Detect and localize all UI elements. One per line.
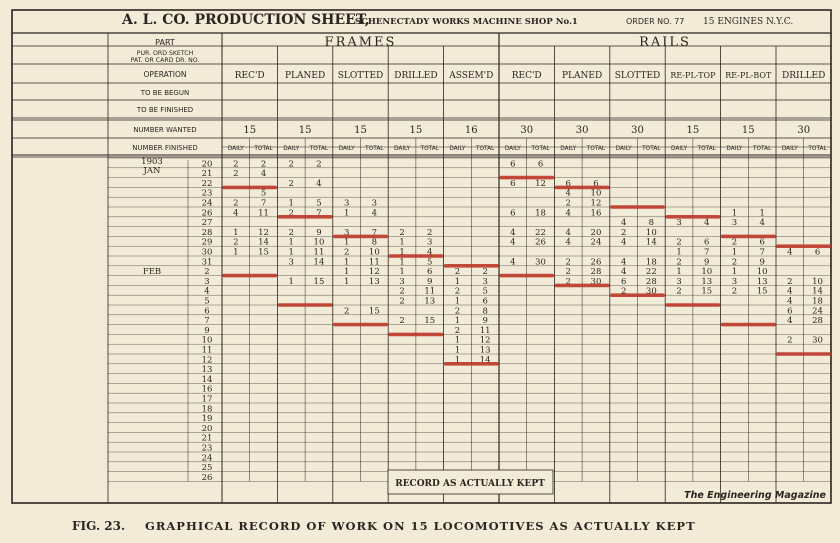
company-title: A. L. CO. PRODUCTION SHEET, [122, 12, 370, 28]
total-count: 20 [590, 227, 602, 238]
row-label: NUMBER FINISHED [132, 144, 198, 152]
total-header: TOTAL [309, 146, 329, 152]
daily-header: DAILY [560, 146, 577, 152]
row-label: OPERATION [143, 70, 187, 79]
daily-count: 4 [620, 218, 627, 229]
total-count: 30 [812, 335, 823, 346]
daily-count: 2 [233, 169, 239, 180]
order-detail: 15 ENGINES N.Y.C. [703, 17, 794, 27]
daily-header: DAILY [283, 146, 300, 152]
date-number: 17 [201, 394, 213, 405]
daily-count: 2 [288, 227, 294, 238]
total-count: 16 [590, 208, 602, 219]
operation-label: RE-PL-BOT [725, 71, 772, 80]
daily-count: 3 [676, 276, 682, 287]
daily-header: DAILY [726, 146, 743, 152]
operation-label: ASSEM'D [449, 71, 494, 81]
total-count: 22 [535, 227, 546, 238]
daily-header: DAILY [338, 146, 355, 152]
number-wanted: 15 [741, 125, 755, 136]
daily-count: 2 [399, 296, 405, 307]
number-wanted: 30 [520, 125, 534, 136]
daily-count: 1 [454, 355, 461, 366]
daily-count: 1 [454, 276, 461, 287]
date-number: 3 [204, 276, 210, 287]
total-header: TOTAL [586, 146, 606, 152]
total-count: 13 [756, 276, 768, 287]
date-number: 6 [204, 306, 210, 317]
daily-count: 2 [399, 286, 405, 297]
date-number: 22 [201, 178, 213, 189]
daily-count: 1 [731, 208, 738, 219]
daily-count: 1 [343, 276, 350, 287]
daily-header: DAILY [449, 146, 466, 152]
year-label: 1903 [141, 157, 163, 167]
total-count: 13 [424, 296, 436, 307]
total-count: 11 [313, 247, 325, 258]
daily-count: 1 [288, 198, 294, 209]
total-count: 7 [759, 247, 765, 258]
row-label: PART [155, 38, 175, 47]
month-label: FEB [142, 267, 162, 278]
total-count: 4 [704, 218, 710, 229]
total-count: 4 [260, 169, 267, 180]
daily-count: 2 [454, 286, 461, 297]
daily-count: 2 [454, 267, 461, 278]
daily-count: 6 [620, 276, 627, 287]
daily-count: 1 [399, 237, 405, 248]
total-count: 1 [759, 208, 765, 219]
daily-count: 2 [565, 257, 571, 268]
total-count: 14 [812, 286, 823, 297]
total-count: 30 [590, 276, 602, 287]
date-number: 24 [201, 198, 213, 209]
daily-count: 4 [510, 237, 516, 248]
total-count: 26 [535, 237, 546, 248]
daily-count: 3 [288, 257, 294, 268]
daily-count: 1 [454, 345, 461, 356]
caption-text: GRAPHICAL RECORD OF WORK ON 15 LOCOMOTIVES AS ACTUALLY KEPT [145, 519, 696, 533]
daily-count: 3 [343, 198, 350, 209]
total-count: 6 [593, 178, 599, 189]
daily-header: DAILY [504, 146, 521, 152]
daily-count: 1 [288, 247, 294, 258]
daily-count: 2 [399, 316, 405, 327]
daily-count: 2 [787, 276, 793, 287]
daily-count: 1 [454, 335, 461, 346]
operation-label: REC'D [511, 71, 542, 81]
total-count: 12 [368, 267, 380, 278]
daily-count: 3 [399, 276, 405, 287]
total-count: 4 [427, 247, 433, 258]
date-number: 16 [201, 384, 213, 395]
row-label: TO BE FINISHED [136, 106, 194, 114]
total-count: 5 [260, 188, 267, 199]
daily-count: 4 [787, 296, 793, 307]
total-count: 11 [479, 325, 491, 336]
daily-count: 2 [787, 335, 793, 346]
total-count: 10 [313, 237, 325, 248]
daily-count: 1 [399, 267, 405, 278]
date-number: 26 [201, 472, 213, 483]
total-count: 3 [482, 276, 488, 287]
total-count: 10 [756, 267, 768, 278]
daily-count: 1 [233, 247, 239, 258]
total-header: TOTAL [254, 146, 273, 152]
date-number: 4 [204, 286, 210, 297]
total-count: 6 [482, 296, 488, 307]
row-label: TO BE BEGUN [140, 89, 190, 97]
operation-label: RE-PL-TOP [670, 71, 716, 80]
total-count: 28 [590, 267, 602, 278]
total-count: 30 [535, 257, 546, 268]
number-wanted: 30 [631, 125, 644, 136]
date-number: 20 [201, 423, 213, 434]
daily-count: 2 [343, 247, 350, 258]
date-number: 28 [201, 227, 213, 238]
total-count: 26 [590, 257, 602, 268]
daily-count: 2 [288, 208, 294, 219]
total-count: 14 [645, 237, 657, 248]
daily-count: 4 [787, 247, 793, 258]
total-count: 7 [260, 198, 267, 209]
date-number: 26 [201, 208, 213, 219]
total-count: 9 [704, 257, 710, 268]
number-wanted: 16 [464, 125, 478, 136]
source-credit: The Engineering Magazine [684, 490, 826, 501]
operation-label: PLANED [284, 71, 326, 81]
total-count: 8 [371, 237, 378, 248]
total-count: 11 [258, 208, 269, 219]
date-number: 12 [201, 355, 213, 366]
total-header: TOTAL [697, 146, 716, 152]
daily-count: 1 [731, 247, 738, 258]
row-label: NUMBER WANTED [133, 126, 197, 134]
date-number: 11 [201, 345, 213, 356]
date-number: 23 [201, 443, 213, 454]
daily-count: 2 [454, 306, 461, 317]
daily-count: 3 [731, 218, 738, 229]
total-count: 15 [424, 316, 436, 327]
operation-label: DRILLED [394, 71, 438, 81]
total-count: 9 [759, 257, 765, 268]
daily-count: 4 [565, 237, 571, 248]
total-count: 28 [645, 276, 657, 287]
total-count: 7 [316, 208, 322, 219]
total-count: 12 [535, 178, 546, 189]
total-count: 18 [535, 208, 546, 219]
daily-count: 1 [343, 267, 350, 278]
total-count: 10 [812, 276, 823, 287]
caption-fig: FIG. 23. [72, 519, 126, 533]
total-count: 10 [645, 227, 657, 238]
daily-count: 1 [288, 276, 294, 287]
total-count: 10 [590, 188, 602, 199]
daily-count: 1 [343, 237, 350, 248]
total-header: TOTAL [475, 146, 495, 152]
daily-count: 1 [288, 237, 294, 248]
total-count: 5 [316, 198, 322, 209]
daily-count: 4 [565, 208, 571, 219]
date-number: 7 [204, 316, 210, 327]
date-number: 25 [201, 463, 213, 474]
total-count: 14 [313, 257, 325, 268]
row-label: PUR. ORD SKETCH [136, 50, 194, 57]
daily-count: 1 [343, 208, 350, 219]
daily-count: 4 [620, 237, 627, 248]
daily-header: DAILY [227, 146, 244, 152]
daily-count: 4 [620, 267, 627, 278]
total-count: 22 [645, 267, 657, 278]
daily-count: 2 [565, 198, 571, 209]
figure-caption [72, 519, 696, 533]
daily-count: 4 [787, 286, 793, 297]
daily-count: 1 [399, 257, 405, 268]
operation-label: DRILLED [782, 71, 826, 81]
daily-count: 2 [399, 227, 405, 238]
daily-count: 2 [288, 159, 294, 170]
daily-count: 2 [676, 286, 682, 297]
total-count: 18 [645, 257, 657, 268]
date-number: 19 [201, 414, 213, 425]
daily-count: 2 [620, 286, 627, 297]
total-count: 15 [701, 286, 713, 297]
total-count: 15 [258, 247, 269, 258]
daily-header: DAILY [394, 146, 411, 152]
group-header: RAILS [639, 35, 691, 50]
total-count: 3 [427, 237, 433, 248]
daily-count: 1 [454, 296, 461, 307]
daily-count: 6 [510, 178, 516, 189]
daily-count: 3 [343, 227, 350, 238]
total-count: 15 [313, 276, 325, 287]
record-note [388, 470, 553, 494]
total-header: TOTAL [420, 146, 439, 152]
date-number: 21 [201, 433, 213, 444]
total-count: 6 [814, 247, 821, 258]
total-count: 28 [812, 316, 823, 327]
daily-header: DAILY [781, 146, 798, 152]
daily-count: 4 [620, 257, 627, 268]
group-header: FRAMES [324, 35, 397, 50]
total-header: TOTAL [752, 146, 772, 152]
total-count: 3 [371, 198, 378, 209]
daily-count: 4 [787, 316, 793, 327]
daily-count: 2 [676, 257, 682, 268]
operation-label: REC'D [234, 71, 265, 81]
total-count: 13 [479, 345, 491, 356]
total-count: 2 [316, 159, 322, 170]
total-count: 6 [759, 237, 765, 248]
daily-count: 2 [731, 237, 738, 248]
daily-header: DAILY [671, 146, 688, 152]
daily-count: 4 [565, 188, 571, 199]
total-count: 6 [537, 159, 544, 170]
date-number: 18 [201, 404, 213, 415]
total-count: 2 [482, 267, 488, 278]
date-number: 24 [201, 453, 213, 464]
daily-count: 2 [731, 286, 738, 297]
total-count: 18 [812, 296, 823, 307]
daily-count: 6 [787, 306, 793, 317]
total-count: 11 [368, 257, 380, 268]
daily-count: 2 [288, 178, 294, 189]
operation-label: SLOTTED [614, 71, 661, 81]
number-wanted: 15 [686, 125, 700, 136]
daily-count: 6 [510, 159, 516, 170]
record-note-text: RECORD AS ACTUALLY KEPT [395, 479, 545, 489]
number-wanted: 15 [354, 125, 367, 136]
daily-count: 2 [731, 257, 738, 268]
daily-count: 1 [399, 247, 405, 258]
number-wanted: 30 [575, 125, 589, 136]
total-header: TOTAL [808, 146, 827, 152]
total-count: 5 [482, 286, 488, 297]
date-number: 30 [201, 247, 213, 258]
daily-count: 2 [620, 227, 627, 238]
daily-count: 1 [233, 227, 239, 238]
total-count: 10 [368, 247, 380, 258]
total-count: 8 [648, 218, 655, 229]
number-wanted: 15 [409, 125, 423, 136]
date-number: 29 [201, 237, 213, 248]
daily-count: 2 [233, 159, 239, 170]
date-number: 31 [201, 257, 213, 268]
total-count: 4 [759, 218, 765, 229]
daily-count: 1 [676, 247, 682, 258]
daily-count: 2 [233, 198, 239, 209]
total-count: 7 [371, 227, 378, 238]
total-count: 13 [701, 276, 713, 287]
date-number: 9 [204, 325, 210, 336]
daily-count: 2 [565, 267, 571, 278]
total-count: 12 [258, 227, 269, 238]
daily-count: 6 [565, 178, 571, 189]
daily-count: 4 [565, 227, 571, 238]
total-count: 4 [316, 178, 322, 189]
total-count: 12 [479, 335, 491, 346]
daily-count: 2 [454, 325, 461, 336]
daily-count: 1 [454, 316, 461, 327]
total-count: 6 [704, 237, 710, 248]
daily-count: 2 [343, 306, 350, 317]
operation-label: SLOTTED [337, 71, 384, 81]
date-number: 20 [201, 159, 213, 170]
total-count: 9 [482, 316, 488, 327]
daily-count: 1 [676, 267, 682, 278]
total-count: 14 [258, 237, 269, 248]
date-number: 10 [201, 335, 213, 346]
total-count: 5 [427, 257, 433, 268]
date-number: 5 [204, 296, 210, 307]
total-count: 15 [368, 306, 380, 317]
total-count: 10 [701, 267, 713, 278]
total-header: TOTAL [365, 146, 384, 152]
total-count: 24 [590, 237, 602, 248]
date-number: 13 [201, 365, 213, 376]
total-count: 11 [424, 286, 436, 297]
daily-count: 3 [676, 218, 682, 229]
month-label: JAN [143, 166, 161, 176]
total-count: 15 [756, 286, 768, 297]
number-wanted: 30 [797, 125, 811, 136]
operation-label: PLANED [561, 71, 603, 81]
order-number: ORDER NO. 77 [626, 17, 685, 26]
date-number: 14 [201, 374, 213, 385]
date-number: 23 [201, 188, 213, 199]
number-wanted: 15 [243, 125, 257, 136]
date-number: 2 [204, 267, 210, 278]
total-count: 9 [316, 227, 322, 238]
daily-count: 2 [676, 237, 682, 248]
total-count: 14 [479, 355, 491, 366]
daily-count: 2 [565, 276, 571, 287]
total-count: 9 [427, 276, 433, 287]
total-count: 4 [371, 208, 378, 219]
total-count: 6 [427, 267, 433, 278]
total-count: 2 [427, 227, 433, 238]
daily-count: 1 [343, 257, 350, 268]
date-number: 27 [201, 218, 213, 229]
total-count: 24 [812, 306, 823, 317]
daily-count: 4 [233, 208, 239, 219]
daily-header: DAILY [615, 146, 632, 152]
daily-count: 4 [510, 257, 516, 268]
total-count: 2 [260, 159, 267, 170]
total-count: 30 [645, 286, 657, 297]
total-count: 12 [590, 198, 602, 209]
total-header: TOTAL [642, 146, 661, 152]
daily-count: 6 [510, 208, 516, 219]
row-label: PAT. OR CARD DR. NO. [130, 57, 200, 64]
total-count: 8 [482, 306, 488, 317]
date-number: 21 [201, 169, 213, 180]
daily-count: 3 [731, 276, 738, 287]
daily-count: 1 [731, 267, 738, 278]
total-header: TOTAL [531, 146, 550, 152]
daily-count: 4 [510, 227, 516, 238]
works-title: SCHENECTADY WORKS MACHINE SHOP No.1 [355, 17, 578, 27]
number-wanted: 15 [298, 125, 312, 136]
total-count: 7 [704, 247, 710, 258]
daily-count: 2 [233, 237, 239, 248]
total-count: 13 [368, 276, 380, 287]
